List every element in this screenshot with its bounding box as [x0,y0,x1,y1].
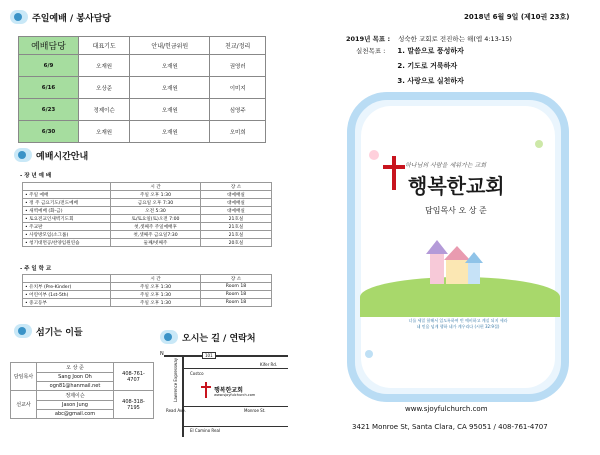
svc-time: 주일 오후 1:30 [111,191,201,199]
svc-place: Room 18 [201,291,272,299]
table-row [23,239,272,247]
table-row [19,37,266,55]
goal-label: 2019년 목표 : [346,35,391,43]
lawrence-road [182,357,184,437]
svc-time: 첫,셋째주 금요일7:30 [111,231,201,239]
svc-place: 대예배실 [201,199,272,207]
table-row [23,231,272,239]
staff-email: abc@gmail.com [37,410,114,419]
cover-church-name: 행복한교회 [408,174,505,198]
duty-header-cell: 친교/정리 [210,37,266,55]
table-row [19,55,266,77]
svc-name: • 어린이부 (1st-5th) [23,291,111,299]
table-row [11,363,154,373]
table-row [23,207,272,215]
duty-cell: 오재원 [79,55,130,77]
svc-place: 21호실 [201,223,272,231]
goal-text: 성숙한 교회로 전진하는 해(엡 4:13-15) [398,35,512,43]
school-service-table [22,274,272,307]
staff-phone: 408-318-7195 [114,391,154,419]
table-row [23,223,272,231]
table-row [19,99,266,121]
duty-table [18,36,266,143]
duty-cell: 오재원 [79,121,130,143]
svc-header: 장 소 [201,275,272,283]
table-row [19,77,266,99]
svc-place: 21호실 [201,215,272,223]
svc-place: Room 18 [201,283,272,291]
svc-header: 시 간 [111,183,201,191]
table-row [19,121,266,143]
practice-item: 1. 말씀으로 풍성하자 [397,47,464,55]
svc-header [23,275,111,283]
svc-name: • 유치부 (Pre-Kinder) [23,283,111,291]
table-row [11,391,154,401]
practice-item: 2. 기도로 거룩하자 [397,62,458,70]
staff-name: 오 상 준 [37,363,114,373]
website-text: www.sjoyfulchurch.com [405,405,488,413]
staff-section-header [14,324,83,338]
staff-role: 선교사 [11,391,37,419]
staff-role: 담임목사 [11,363,37,391]
svc-name: • 중고등부 [23,299,111,307]
duty-cell: 오재원 [130,121,210,143]
times-title: 예배시간안내 [36,151,89,162]
duty-title: 주일예배 / 봉사담당 [32,13,112,24]
svc-time: 오전 5:30 [111,207,201,215]
kifer-label: Kifer Rd. [260,362,278,367]
table-row [23,275,272,283]
svc-name: • 사랑방모임(소그룹) [23,231,111,239]
duty-cell: 오재원 [130,77,210,99]
table-row [23,199,272,207]
decor-dot [365,350,373,358]
svc-header: 시 간 [111,275,201,283]
staff-name-en: Sang Joon Oh [37,373,114,382]
svc-place: 20호실 [201,239,272,247]
svc-name: • 토요전교인새벽기도회 [23,215,111,223]
church-illustration [360,222,560,317]
svc-time: 금요일 오후 7:30 [111,199,201,207]
decor-dot [369,150,379,160]
staff-email: ogn81@hanmail.net [37,382,114,391]
monroe-road [182,406,288,407]
cover-verse: 너를 세밀 합해서 있도록하여 빈 예비하고 계실 되지 세라 네 믿음 넘게 행하 네가 계우리다 (시편 32:9절) [408,318,508,329]
svc-place: 21호실 [201,231,272,239]
duty-cell: 오미희 [210,121,266,143]
svc-time: 주일 오후 1:30 [111,291,201,299]
elcamino-label: El Camino Real [190,428,221,433]
duty-cell: 심영주 [210,99,266,121]
duty-header-cell: 예배담당 [19,37,79,55]
duty-cell: 오재원 [130,55,210,77]
adult-service-table [22,182,272,247]
svc-time: 첫,셋째주 주일예배후 [111,223,201,231]
svc-name: • 주교판 [23,223,111,231]
svc-place: 대예배실 [201,191,272,199]
hwy-label: 101 [202,352,216,359]
read-label: Read Ave. [166,408,186,413]
staff-title: 섬기는 이들 [36,327,83,338]
svc-name: • 새벽예배 (화-금) [23,207,111,215]
table-row [23,283,272,291]
map-north-label: N [160,351,164,357]
costco-label: Costco [190,371,204,376]
svc-time: 주일 오후 1:30 [111,299,201,307]
svc-time: 토/토요일(토)오전 7:00 [111,215,201,223]
staff-name-en: Jason Jung [37,401,114,410]
cover-tagline: 하나님의 사람을 세워가는 교회 [405,162,487,169]
cross-icon [200,382,212,398]
school-label: - 주 일 학 교 [20,266,52,272]
table-row [23,183,272,191]
svc-header [23,183,111,191]
practice-label: 실천목표 : [356,47,386,55]
directions-map [160,348,290,440]
table-row [23,299,272,307]
staff-table [10,362,154,419]
cover-cross-icon [383,156,405,190]
duty-date: 6/23 [19,99,79,121]
duty-header-cell: 안내/헌금위원 [130,37,210,55]
map-church-name: 행복한교회 [214,387,243,394]
map-title: 오시는 길 / 연락처 [182,333,256,344]
svc-place: 대예배실 [201,207,272,215]
times-section-header [14,148,88,162]
adult-label: - 장 년 예 배 [20,173,52,179]
svc-name: • 청기대면공/찬양임원연습 [23,239,111,247]
people-icon [10,10,28,24]
table-row [23,191,272,199]
duty-header-cell: 대표기도 [79,37,130,55]
goal-block [346,34,512,86]
duty-cell: 오재원 [130,99,210,121]
bulletin-date: 2018년 6월 9일 (제10권 23호) [464,13,570,21]
lawrence-label: Lawrence Expressway [173,357,178,402]
duty-cell: 정제이슨 [79,99,130,121]
duty-cell: 이미지 [210,77,266,99]
duty-cell: 오상준 [79,77,130,99]
leaf-icon [14,324,32,338]
practice-item: 3. 사랑으로 실천하자 [397,77,464,85]
duty-cell: 권영러 [210,55,266,77]
svc-place: Room 18 [201,299,272,307]
svc-name: • 정 주 금요기도/전도예배 [23,199,111,207]
svc-header: 장 소 [201,183,272,191]
duty-date: 6/9 [19,55,79,77]
svc-time: 둘째/넷째주 [111,239,201,247]
table-row [23,291,272,299]
cover-pastor: 담임목사 오 상 준 [425,206,487,215]
duty-section-header [10,10,111,24]
staff-phone: 408-761-4707 [114,363,154,391]
map-section-header [160,330,256,344]
table-row [23,215,272,223]
map-pin-icon [160,330,178,344]
duty-date: 6/16 [19,77,79,99]
svc-time: 주일 오후 1:30 [111,283,201,291]
decor-dot [535,140,543,148]
map-church-url: www.sjoyfulchurch.com [214,393,256,397]
clock-icon [14,148,32,162]
elcamino-road [182,426,288,427]
svc-name: • 주일 예배 [23,191,111,199]
duty-date: 6/30 [19,121,79,143]
staff-name: 정제이슨 [37,391,114,401]
address-text: 3421 Monroe St, Santa Clara, CA 95051 / 408-761-4707 [352,423,548,431]
monroe-label: Monroe St. [244,408,266,413]
kifer-road [182,368,288,369]
